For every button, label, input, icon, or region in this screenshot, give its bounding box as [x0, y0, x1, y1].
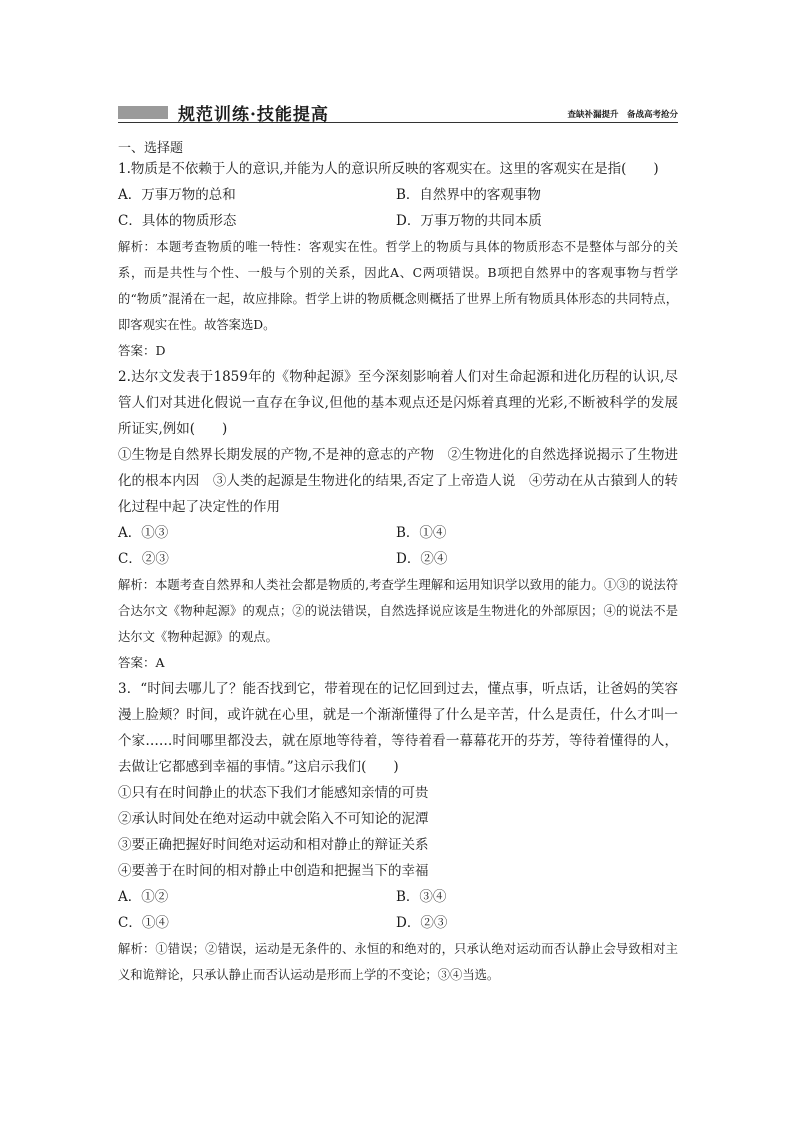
- question-stem: 3．“时间去哪儿了？能否找到它，带着现在的记忆回到过去，懂点事，听点话，让爸妈的笑容漫上脸颊？时间，或许就在心里，就是一个渐渐懂得了什么是辛苦，什么是责任，什么才叫一个家……时间哪里都没去，就在原地等待着，等待着看一幕幕花开的芬芳，等待着懂得的人，去做让它都感到幸福的事情。”这启示我们( ): [118, 681, 678, 775]
- section-title: 一、选择题: [118, 141, 184, 156]
- option-d: D．②③: [396, 915, 448, 931]
- question-3: [118, 676, 678, 988]
- options-row: [118, 182, 678, 208]
- options-row: [118, 546, 678, 572]
- question-1: [118, 156, 678, 364]
- option-a: A．①③: [118, 525, 169, 541]
- options-row: [118, 884, 678, 910]
- option-c: C．②③: [118, 551, 169, 567]
- statement-2: ②承认时间处在绝对运动中就会陷入不可知论的泥潭: [118, 811, 429, 827]
- question-statements: ①生物是自然界长期发展的产物,不是神的意志的产物 ②生物进化的自然选择说揭示了生物进化的根本内因 ③人类的起源是生物进化的结果,否定了上帝造人说 ④劳动在从古猿到人的转化过程中起了决定性的作用: [118, 447, 678, 515]
- explanation: 解析：本题考查自然界和人类社会都是物质的,考查学生理解和运用知识学以致用的能力。①③的说法符合达尔文《物种起源》的观点；②的说法错误，自然选择说应该是生物进化的外部原因；④的说法不是达尔文《物种起源》的观点。: [118, 578, 678, 644]
- options-row: [118, 208, 678, 234]
- option-c: C．具体的物质形态: [118, 213, 237, 229]
- header-slogan: 查缺补漏提升 备战高考抢分: [567, 110, 678, 120]
- statement-4: ④要善于在时间的相对静止中创造和把握当下的幸福: [118, 863, 429, 879]
- option-b: B．③④: [396, 889, 447, 905]
- answer: 答案：A: [118, 655, 165, 670]
- statement-1: ①只有在时间静止的状态下我们才能感知亲情的可贵: [118, 785, 429, 801]
- options-row: [118, 910, 678, 936]
- option-b: B．自然界中的客观事物: [396, 187, 541, 203]
- option-a: A．万事万物的总和: [118, 187, 236, 203]
- explanation: 解析：①错误；②错误，运动是无条件的、永恒的和绝对的，只承认绝对运动而否认静止会导致相对主义和诡辩论，只承认静止而否认运动是形而上学的不变论；③④当选。: [118, 942, 678, 982]
- question-stem: 1.物质是不依赖于人的意识,并能为人的意识所反映的客观实在。这里的客观实在是指( ): [118, 161, 659, 177]
- question-2: [118, 364, 678, 676]
- option-b: B．①④: [396, 525, 447, 541]
- option-d: D．万事万物的共同本质: [396, 213, 542, 229]
- options-row: [118, 520, 678, 546]
- page: [118, 100, 678, 988]
- option-a: A．①②: [118, 889, 169, 905]
- answer: 答案：D: [118, 343, 166, 358]
- question-stem: 2.达尔文发表于1859年的《物种起源》至今深刻影响着人们对生命起源和进化历程的认识,尽管人们对其进化假说一直存在争议,但他的基本观点还是闪烁着真理的光彩,不断被科学的发展所证实,例如( ): [118, 369, 678, 437]
- option-d: D．②④: [396, 551, 448, 567]
- explanation: 解析：本题考查物质的唯一特性：客观实在性。哲学上的物质与具体的物质形态不是整体与部分的关系，而是共性与个性、一般与个别的关系，因此A、C两项错误。B项把自然界中的客观事物与哲学的“物质”混淆在一起，故应排除。哲学上讲的物质概念则概括了世界上所有物质具体形态的共同特点，即客观实在性。故答案选D。: [118, 240, 678, 332]
- header-decoration-bar: [118, 106, 168, 119]
- statement-3: ③要正确把握好时间绝对运动和相对静止的辩证关系: [118, 837, 429, 853]
- option-c: C．①④: [118, 915, 169, 931]
- header-title: 规范训练·技能提高: [178, 105, 329, 125]
- header: [118, 100, 678, 123]
